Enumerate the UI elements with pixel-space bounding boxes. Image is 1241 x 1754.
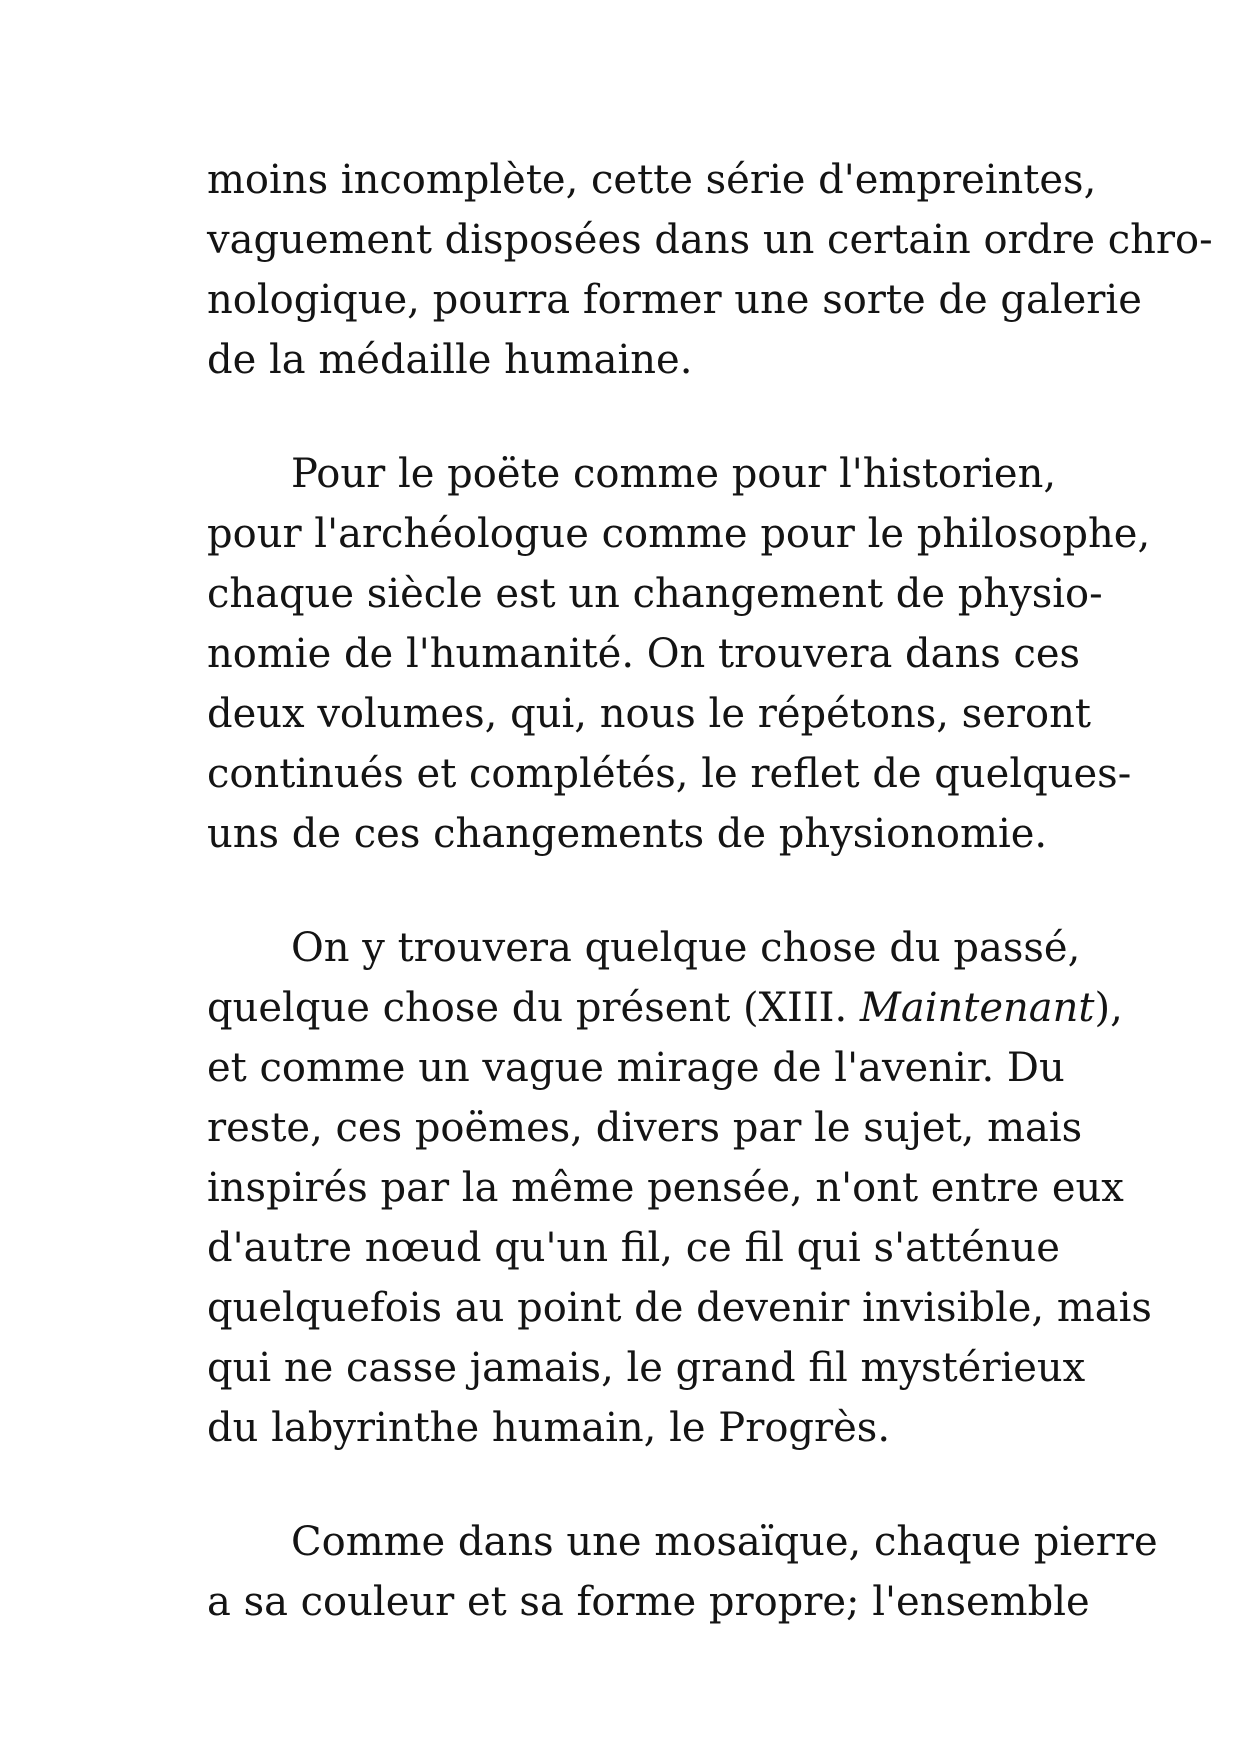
text-line: pour l'archéologue comme pour le philosophe, xyxy=(207,511,1151,557)
page-text xyxy=(207,150,1213,1632)
text-line: quelquefois au point de devenir invisible, mais xyxy=(207,1285,1152,1331)
text-line: du labyrinthe humain, le Progrès. xyxy=(207,1405,891,1451)
text-line: On y trouvera quelque chose du passé, xyxy=(291,925,1081,971)
text-line: moins incomplète, cette série d'empreintes, xyxy=(207,157,1097,203)
text-line: nomie de l'humanité. On trouvera dans ces xyxy=(207,631,1081,677)
text-line: chaque siècle est un changement de physio- xyxy=(207,571,1103,617)
text-segment: quelque chose du présent (XIII. xyxy=(207,985,848,1031)
text-line: nologique, pourra former une sorte de galerie xyxy=(207,277,1142,323)
text-line: deux volumes, qui, nous le répétons, seront xyxy=(207,691,1091,737)
text-line: uns de ces changements de physionomie. xyxy=(207,811,1048,857)
paragraph-2 xyxy=(207,444,1151,864)
text-line: Comme dans une mosaïque, chaque pierre xyxy=(291,1519,1158,1565)
text-line: d'autre nœud qu'un fil, ce fil qui s'atténue xyxy=(207,1225,1060,1271)
text-line xyxy=(207,978,1123,1038)
text-line: inspirés par la même pensée, n'ont entre eux xyxy=(207,1165,1124,1211)
text-line: qui ne casse jamais, le grand fil mystérieux xyxy=(207,1345,1086,1391)
text-line: a sa couleur et sa forme propre; l'ensemble xyxy=(207,1579,1090,1625)
text-line: continués et complétés, le reflet de quelques- xyxy=(207,751,1132,797)
paragraph-4 xyxy=(207,1512,1158,1632)
text-line: Pour le poëte comme pour l'historien, xyxy=(291,451,1057,497)
paragraph-1 xyxy=(207,150,1213,390)
text-segment: ), xyxy=(1094,985,1123,1031)
text-line: et comme un vague mirage de l'avenir. Du xyxy=(207,1045,1065,1091)
text-line: reste, ces poëmes, divers par le sujet, mais xyxy=(207,1105,1083,1151)
text-line: vaguement disposées dans un certain ordre chro- xyxy=(207,217,1213,263)
paragraph-3 xyxy=(207,918,1152,1458)
text-line: de la médaille humaine. xyxy=(207,337,693,383)
italic-title: Maintenant xyxy=(859,985,1095,1031)
